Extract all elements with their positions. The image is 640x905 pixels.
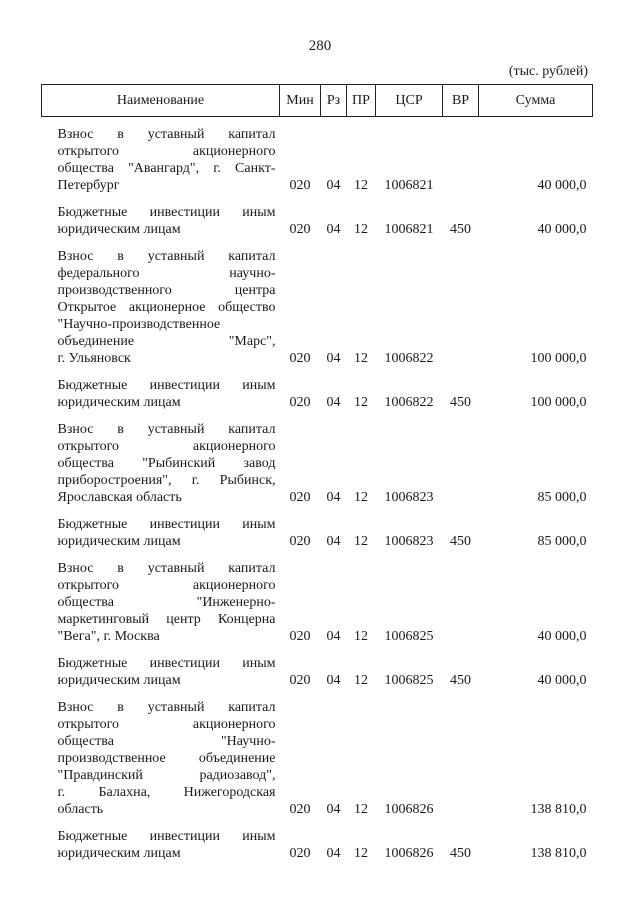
table-row [42,117,593,205]
row-name-line: объединение "Марс", [57,334,276,349]
cell-sum: 40 000,0 [537,178,587,193]
cell-csr: 1006826 [384,846,434,861]
table-row [42,421,593,516]
row-name-line: Бюджетные инвестиции иным [57,378,276,393]
cell-min: 020 [289,673,311,688]
row-name-line: общества "Авангард", г. Санкт- [57,161,276,176]
row-name-line: область [57,802,104,817]
row-name-line: "Вега", г. Москва [57,629,160,644]
cell-rz: 04 [326,629,341,644]
header-name: Наименование [42,85,280,117]
cell-csr: 1006825 [384,673,434,688]
row-name-line: Ярославская область [57,490,182,505]
cell-rz: 04 [326,490,341,505]
row-name-line: открытого акционерного [57,144,276,159]
row-name-line: Открытое акционерное общество [57,300,276,315]
row-name [42,516,280,560]
cell-min: 020 [289,178,311,193]
row-name-line: "Правдинский радиозавод", [57,768,276,783]
cell-vr [443,248,479,377]
row-name-line: маркетинговый центр Концерна [57,612,276,627]
cell-sum: 138 810,0 [530,846,587,861]
row-name-line: Бюджетные инвестиции иным [57,829,276,844]
row-name [42,421,280,516]
row-name-line: Взнос в уставный капитал [57,127,276,142]
cell-min: 020 [289,534,311,549]
cell-vr: 450 [450,846,471,861]
row-name-line: Взнос в уставный капитал [57,561,276,576]
cell-pr: 12 [354,846,368,861]
row-name [42,248,280,377]
row-name-line: общества "Инженерно- [57,595,276,610]
cell-csr: 1006825 [384,629,434,644]
cell-min: 020 [289,351,311,366]
row-name-line: общества "Научно- [57,734,276,749]
cell-pr: 12 [354,395,368,410]
cell-vr: 450 [450,673,471,688]
cell-min: 020 [289,846,311,861]
cell-csr: 1006821 [384,178,434,193]
cell-sum: 40 000,0 [537,222,587,237]
row-name-line: открытого акционерного [57,578,276,593]
cell-rz: 04 [326,222,341,237]
header-vr: ВР [443,85,479,117]
cell-vr: 450 [450,534,471,549]
cell-sum: 40 000,0 [537,673,587,688]
table-row [42,828,593,872]
cell-csr: 1006823 [384,490,434,505]
row-name-line: Бюджетные инвестиции иным [57,517,276,532]
row-name-line: "Научно-производственное [57,317,221,332]
table-row [42,699,593,828]
cell-sum: 100 000,0 [530,351,587,366]
cell-csr: 1006821 [384,222,434,237]
header-sum: Сумма [479,85,593,117]
cell-pr: 12 [354,629,368,644]
row-name-line: Взнос в уставный капитал [57,249,276,264]
row-name-line: юридическим лицам [57,846,181,861]
table-row [42,377,593,421]
cell-sum: 85 000,0 [537,490,587,505]
row-name-line: приборостроения", г. Рыбинск, [57,473,276,488]
row-name-line: юридическим лицам [57,395,181,410]
cell-vr [443,421,479,516]
cell-vr: 450 [450,222,471,237]
cell-vr [443,117,479,205]
header-csr: ЦСР [376,85,443,117]
row-name-line: Петербург [57,178,120,193]
row-name-line: Взнос в уставный капитал [57,422,276,437]
row-name-line: Бюджетные инвестиции иным [57,205,276,220]
page-number: 280 [308,38,332,54]
cell-rz: 04 [326,846,341,861]
units-label: (тыс. рублей) [508,64,588,79]
cell-rz: 04 [326,802,341,817]
header-min: Мин [280,85,321,117]
row-name-line: Взнос в уставный капитал [57,700,276,715]
cell-csr: 1006822 [384,395,434,410]
cell-rz: 04 [326,178,341,193]
cell-rz: 04 [326,673,341,688]
cell-min: 020 [289,222,311,237]
cell-sum: 138 810,0 [530,802,587,817]
cell-rz: 04 [326,395,341,410]
budget-table [41,84,593,872]
row-name-line: общества "Рыбинский завод [57,456,276,471]
cell-min: 020 [289,629,311,644]
cell-vr: 450 [450,395,471,410]
row-name-line: производственного центра [57,283,276,298]
cell-rz: 04 [326,534,341,549]
table-row [42,516,593,560]
row-name [42,655,280,699]
row-name-line: федерального научно- [57,266,276,281]
row-name-line: юридическим лицам [57,222,181,237]
table-row [42,655,593,699]
cell-pr: 12 [354,534,368,549]
row-name [42,204,280,248]
cell-csr: 1006823 [384,534,434,549]
cell-pr: 12 [354,351,368,366]
row-name-line: г. Балахна, Нижегородская [57,785,276,800]
table-body [42,117,593,873]
header-pr: ПР [347,85,376,117]
row-name-line: открытого акционерного [57,717,276,732]
row-name-line: юридическим лицам [57,673,181,688]
cell-pr: 12 [354,673,368,688]
cell-csr: 1006822 [384,351,434,366]
table-row [42,204,593,248]
cell-pr: 12 [354,222,368,237]
row-name-line: юридическим лицам [57,534,181,549]
cell-vr [443,560,479,655]
cell-rz: 04 [326,351,341,366]
cell-vr [443,699,479,828]
table-row [42,560,593,655]
cell-min: 020 [289,802,311,817]
cell-pr: 12 [354,490,368,505]
row-name [42,560,280,655]
cell-sum: 85 000,0 [537,534,587,549]
cell-pr: 12 [354,802,368,817]
row-name [42,828,280,872]
row-name [42,699,280,828]
cell-min: 020 [289,490,311,505]
row-name-line: открытого акционерного [57,439,276,454]
row-name [42,117,280,205]
row-name-line: производственное объединение [57,751,276,766]
row-name-line: Бюджетные инвестиции иным [57,656,276,671]
cell-csr: 1006826 [384,802,434,817]
table-row [42,248,593,377]
cell-sum: 100 000,0 [530,395,587,410]
cell-sum: 40 000,0 [537,629,587,644]
header-rz: Рз [321,85,347,117]
row-name-line: г. Ульяновск [57,351,131,366]
cell-min: 020 [289,395,311,410]
table-header-row [42,85,593,117]
row-name [42,377,280,421]
cell-pr: 12 [354,178,368,193]
